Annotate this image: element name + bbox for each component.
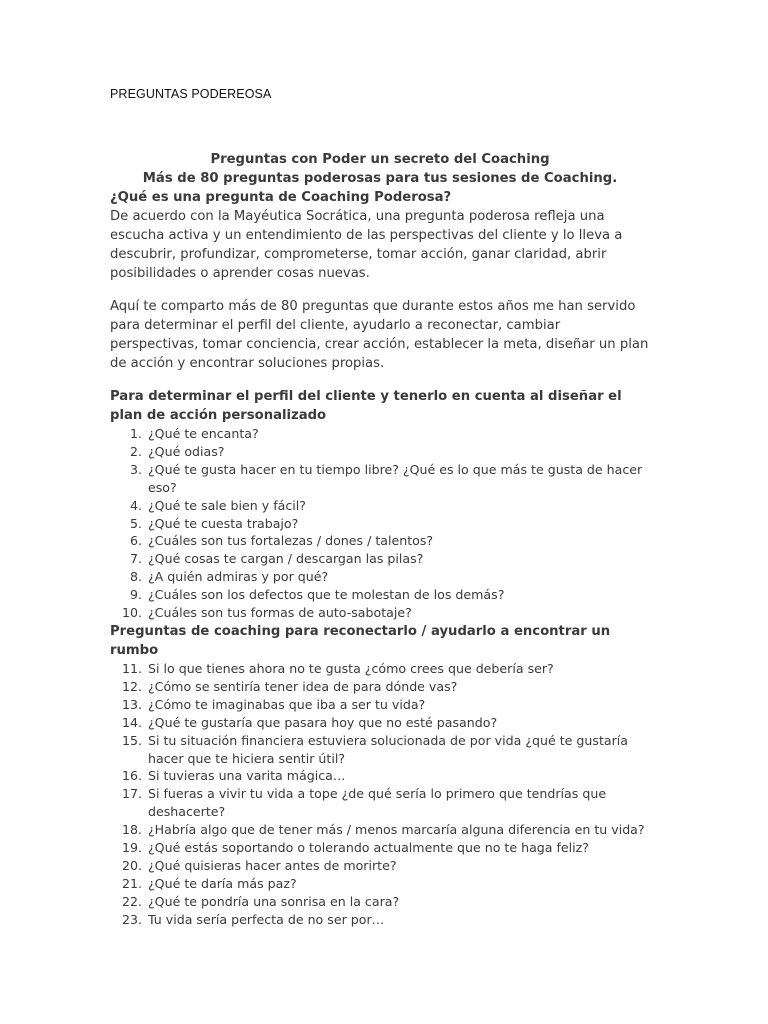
list-item-number: 12. xyxy=(121,678,142,694)
list-item xyxy=(110,515,650,533)
list-item-text: Si tu situación financiera estuviera solucionada de por vida ¿qué te gustaría hacer que te hiciera sentir útil? xyxy=(148,732,629,766)
list-item-number: 22. xyxy=(121,893,142,909)
list-item-text: Si tuvieras una varita mágica… xyxy=(148,768,346,784)
list-item-number: 21. xyxy=(121,875,142,891)
list-item-number: 23. xyxy=(121,911,142,927)
list-item-text: ¿Qué te gusta hacer en tu tiempo libre? ¿Qué es lo que más te gusta de hacer eso? xyxy=(148,461,643,495)
list-item xyxy=(110,875,650,893)
list-item xyxy=(110,714,650,732)
list-item xyxy=(110,604,650,622)
list-item-number: 10. xyxy=(121,605,142,621)
list-item xyxy=(110,839,650,857)
list-item-text: ¿Cuáles son tus fortalezas / dones / talentos? xyxy=(148,533,434,549)
list-item-text: ¿A quién admiras y por qué? xyxy=(148,569,329,585)
document-body xyxy=(110,150,650,929)
second-paragraph: Aquí te comparto más de 80 preguntas que durante estos años me han servido para determinar el perfil del cliente, ayudarlo a reconectar, cambiar perspectivas, tomar conciencia, crear acción, establecer la meta, diseñar un plan de acción y encontrar soluciones propias. xyxy=(110,299,649,371)
list-item-text: Si fueras a vivir tu vida a tope ¿de qué sería lo primero que tendrías que deshacerte? xyxy=(148,786,607,820)
list-item xyxy=(110,785,650,821)
list-item-number: 16. xyxy=(121,768,142,784)
list-item-number: 7. xyxy=(129,551,142,567)
list-item-number: 5. xyxy=(129,515,142,531)
list-item-text: ¿Qué te pondría una sonrisa en la cara? xyxy=(148,893,400,909)
list-item-text: ¿Qué te gustaría que pasara hoy que no esté pasando? xyxy=(148,714,498,730)
list-item xyxy=(110,461,650,497)
list-item-text: ¿Qué estás soportando o tolerando actualmente que no te haga feliz? xyxy=(148,840,589,856)
list-item xyxy=(110,732,650,768)
list-item-text: ¿Qué odias? xyxy=(148,443,225,459)
list-item xyxy=(110,696,650,714)
list-item xyxy=(110,532,650,550)
list-item-text: ¿Qué te cuesta trabajo? xyxy=(148,515,299,531)
list-item-text: ¿Qué quisieras hacer antes de morirte? xyxy=(148,857,397,873)
page-header: PREGUNTAS PODEREOSA xyxy=(110,87,272,101)
list-item-number: 19. xyxy=(121,840,142,856)
list-item-number: 8. xyxy=(129,569,142,585)
list-item-number: 13. xyxy=(121,696,142,712)
list-item-text: ¿Cómo se sentiría tener idea de para dónde vas? xyxy=(148,678,458,694)
list-item-number: 14. xyxy=(121,714,142,730)
section1-heading: Para determinar el perfil del cliente y tenerlo en cuenta al diseñar el plan de acción personalizado xyxy=(110,389,622,423)
list-item-number: 11. xyxy=(121,660,142,676)
list-item-number: 9. xyxy=(129,587,142,603)
list-item xyxy=(110,678,650,696)
list-item-text: ¿Cuáles son tus formas de auto-sabotaje? xyxy=(148,605,412,621)
list-item-number: 18. xyxy=(121,822,142,838)
document-title: Preguntas con Poder un secreto del Coaching xyxy=(210,152,550,167)
list-item xyxy=(110,821,650,839)
list-item-text: ¿Cuáles son los defectos que te molestan de los demás? xyxy=(148,587,505,603)
section1-list xyxy=(110,425,650,622)
list-item-text: ¿Cómo te imaginabas que iba a ser tu vida? xyxy=(148,696,426,712)
list-item-text: ¿Qué te sale bien y fácil? xyxy=(148,497,306,513)
list-item xyxy=(110,568,650,586)
list-item xyxy=(110,767,650,785)
list-item xyxy=(110,893,650,911)
list-item-number: 3. xyxy=(129,461,142,477)
list-item-number: 17. xyxy=(121,786,142,802)
list-item-number: 1. xyxy=(129,426,142,441)
section2-list xyxy=(110,660,650,929)
list-item xyxy=(110,857,650,875)
list-item-text: Si lo que tienes ahora no te gusta ¿cómo crees que debería ser? xyxy=(148,660,554,676)
list-item xyxy=(110,911,650,929)
list-item-text: ¿Qué te daría más paz? xyxy=(148,875,297,891)
list-item-number: 20. xyxy=(121,857,142,873)
list-item xyxy=(110,497,650,515)
list-item-number: 2. xyxy=(129,443,142,459)
list-item-text: Tu vida sería perfecta de no ser por… xyxy=(148,911,385,927)
list-item-text: ¿Habría algo que de tener más / menos marcaría alguna diferencia en tu vida? xyxy=(148,822,645,838)
list-item xyxy=(110,443,650,461)
list-item xyxy=(110,425,650,443)
list-item-number: 6. xyxy=(129,533,142,549)
intro-paragraph: De acuerdo con la Mayéutica Socrática, una pregunta poderosa refleja una escucha activa y un entendimiento de las perspectivas del cliente y lo lleva a descubrir, profundizar, comprometerse, tomar acción, ganar claridad, abrir posibilidades o aprender cosas nuevas. xyxy=(110,209,623,281)
list-item xyxy=(110,550,650,568)
list-item-number: 4. xyxy=(129,497,142,513)
document-subtitle: Más de 80 preguntas poderosas para tus sesiones de Coaching. xyxy=(142,171,618,186)
list-item-text: ¿Qué te encanta? xyxy=(148,426,259,441)
question-heading: ¿Qué es una pregunta de Coaching Poderosa? xyxy=(110,190,452,205)
list-item-text: ¿Qué cosas te cargan / descargan las pilas? xyxy=(148,551,424,567)
list-item xyxy=(110,586,650,604)
section2-heading: Preguntas de coaching para reconectarlo / ayudarlo a encontrar un rumbo xyxy=(110,623,611,658)
list-item xyxy=(110,660,650,678)
list-item-number: 15. xyxy=(121,732,142,748)
